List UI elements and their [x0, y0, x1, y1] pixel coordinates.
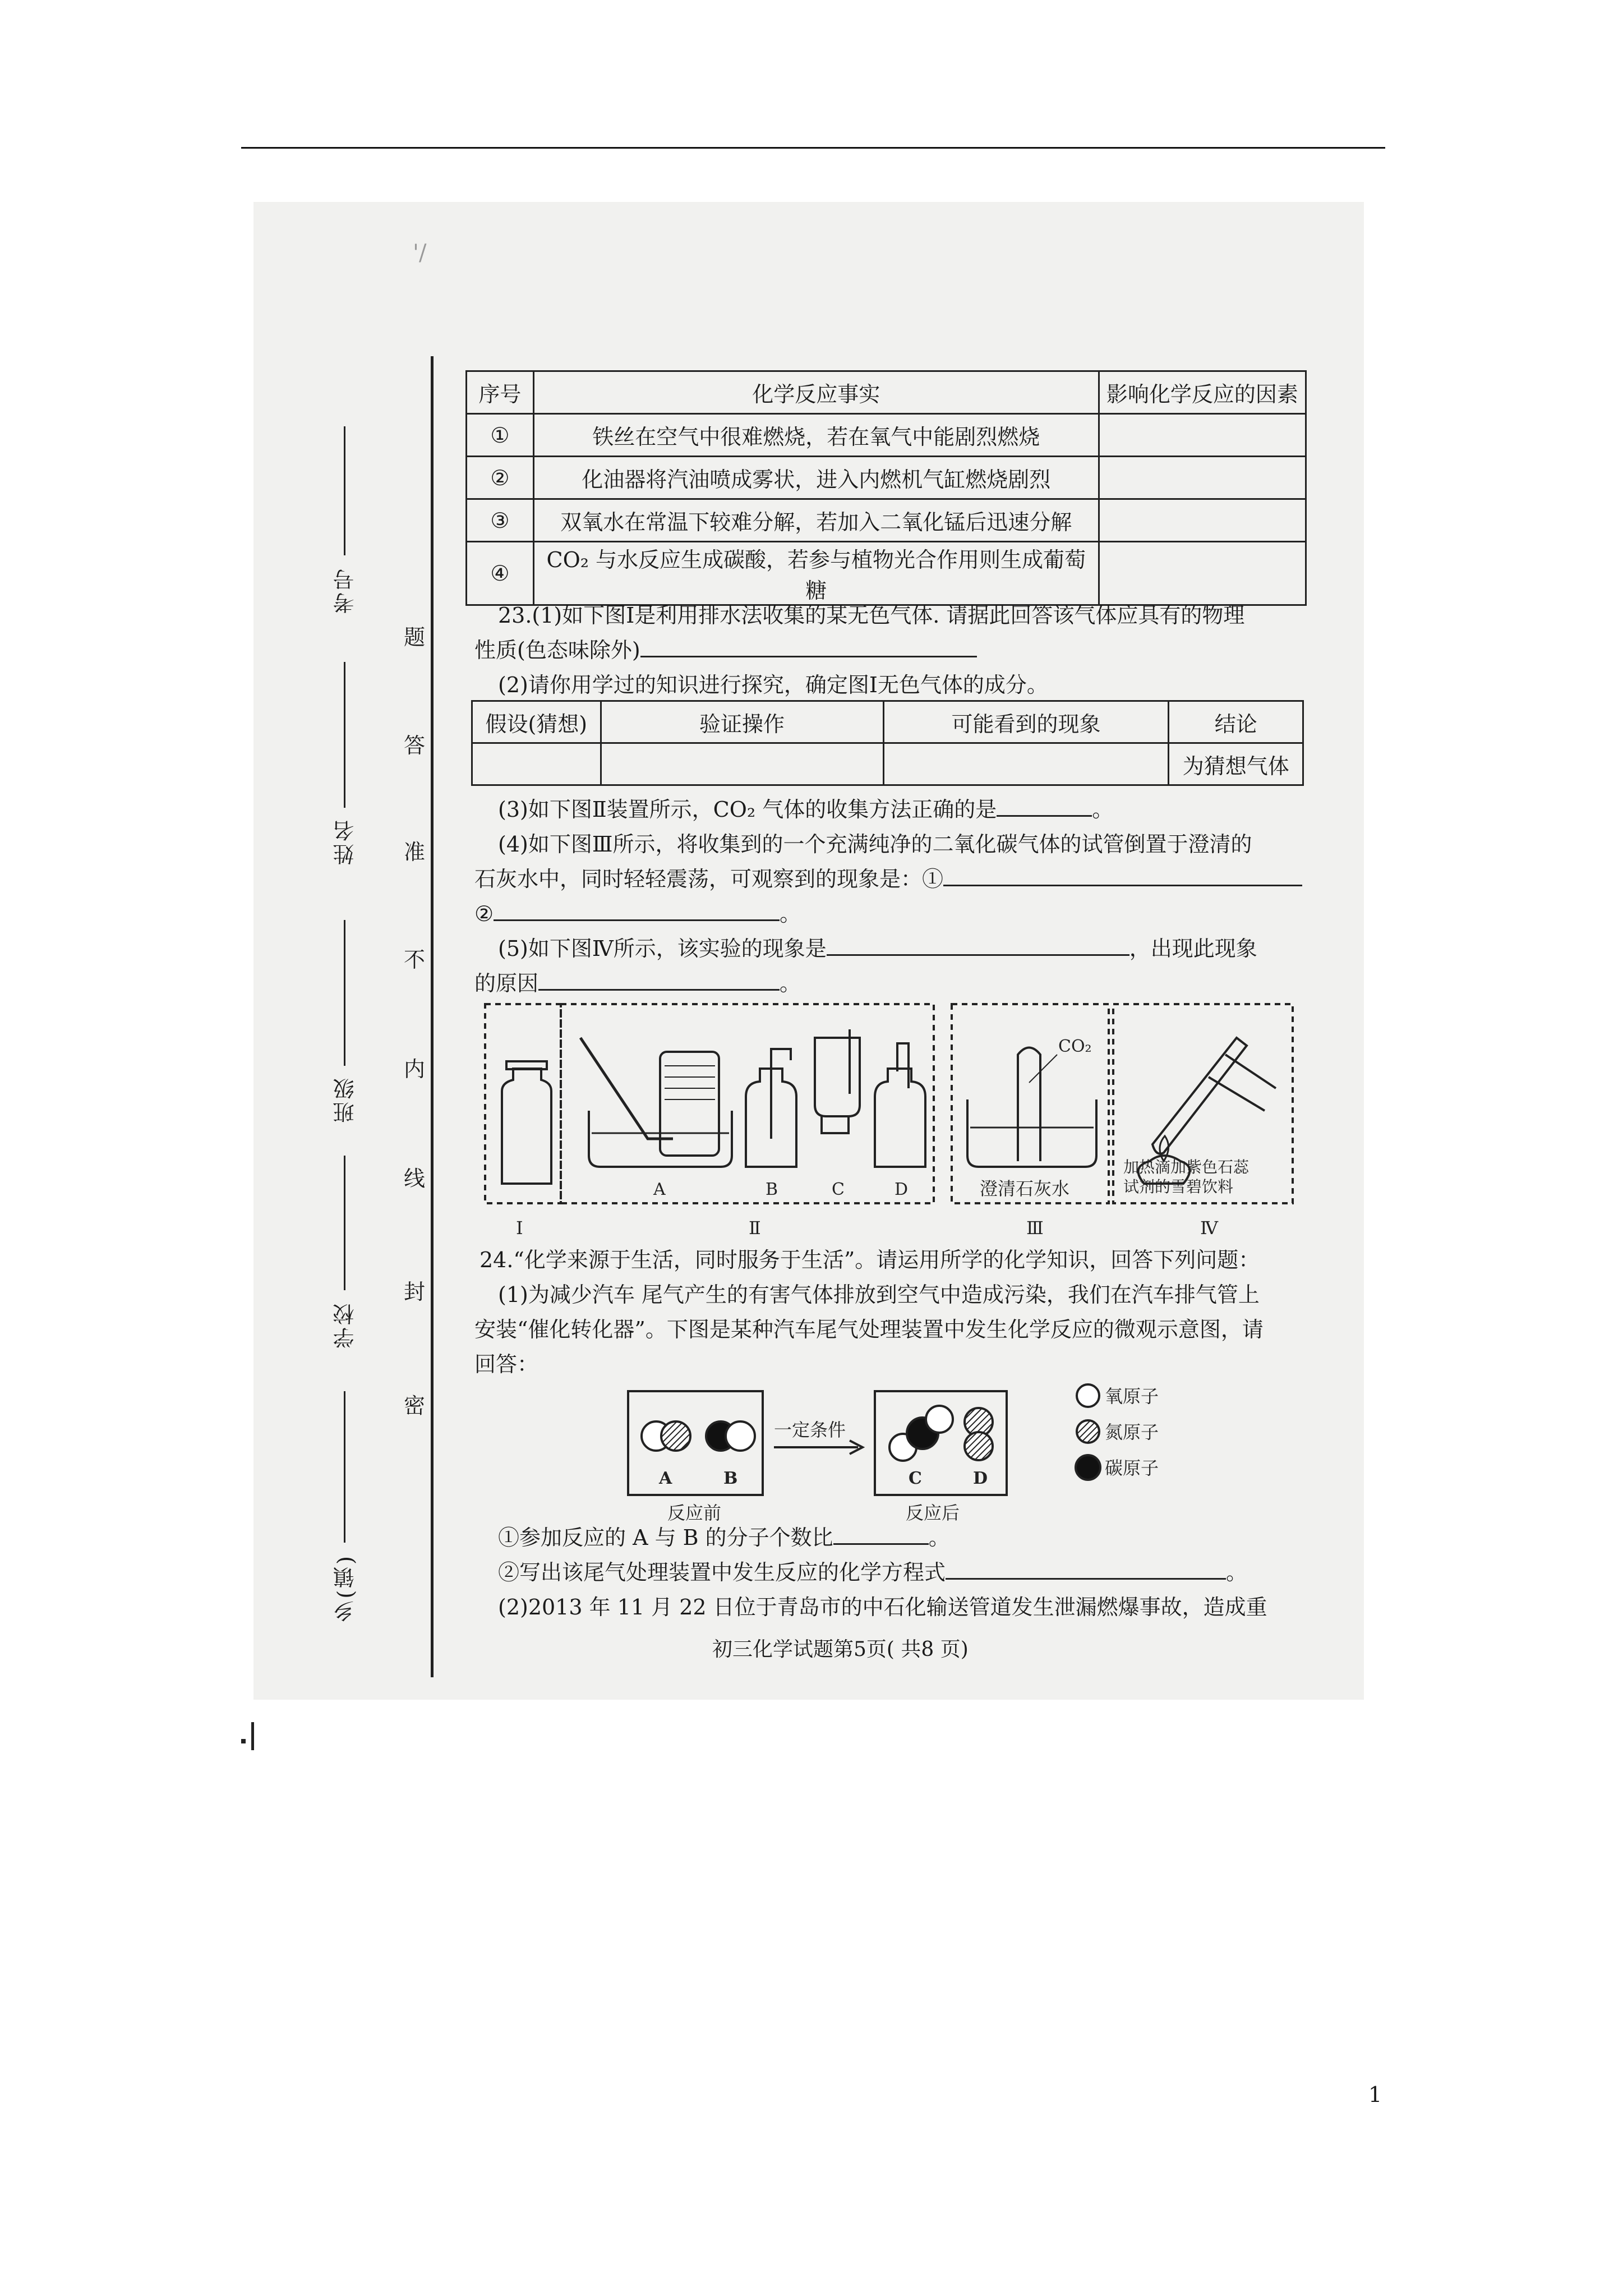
- factor-answer-cell[interactable]: [1099, 457, 1306, 499]
- reaction-fact: 双氧水在常温下较难分解，若加入二氧化锰后迅速分解: [533, 499, 1099, 542]
- factor-answer-cell[interactable]: [1099, 542, 1306, 605]
- molecule-label: A: [659, 1469, 672, 1488]
- row-number: ④: [467, 542, 534, 605]
- q23-part4-mark: ②: [474, 901, 494, 926]
- co2-pointer: [1029, 1055, 1057, 1083]
- before-label: 反应前: [667, 1502, 722, 1524]
- figure-roman: Ⅱ: [749, 1217, 761, 1239]
- factor-answer-cell[interactable]: [1099, 499, 1306, 542]
- school-label: 学校: [333, 1301, 358, 1349]
- q23-part3-end: 。: [1092, 797, 1114, 822]
- answer-blank[interactable]: [833, 1521, 929, 1545]
- q23-part4-text: 石灰水中，同时轻轻震荡，可观察到的现象是：①: [474, 867, 944, 891]
- hypothesis-table: [471, 700, 1304, 786]
- answer-blank[interactable]: [827, 932, 1129, 956]
- q24-sub1-end: 。: [928, 1525, 950, 1550]
- reaction-fact: 化油器将汽油喷成雾状，进入内燃机气缸燃烧剧烈: [533, 457, 1099, 499]
- school-blank: [344, 1156, 345, 1290]
- bottle-d: [875, 1069, 925, 1167]
- q23-part5-line2: [474, 966, 801, 1001]
- figure-roman: Ⅳ: [1200, 1217, 1218, 1239]
- q24-intro: 24.“化学来源于生活，同时服务于生活”。请运用所学的化学知识，回答下列问题：: [479, 1248, 1260, 1272]
- page-footer: 初三化学试题第5页( 共8 页): [712, 1638, 969, 1661]
- frame-ii: [561, 1004, 934, 1203]
- bottle-water: [665, 1066, 715, 1099]
- table-header: 结论: [1169, 701, 1303, 743]
- table-header-row: [472, 701, 1303, 743]
- limewater-label: 澄清石灰水: [980, 1178, 1070, 1199]
- q24-sub2-text: ②写出该尾气处理装置中发生反应的化学方程式: [498, 1560, 946, 1585]
- table-header: 验证操作: [601, 701, 883, 743]
- tube-d: [897, 1043, 909, 1088]
- table-header: 影响化学反应的因素: [1099, 371, 1306, 414]
- figure-letter: D: [895, 1180, 909, 1199]
- q23-part5-text2: 的原因: [474, 971, 539, 996]
- q23-part1-text: 性质(色态味除外): [474, 638, 640, 662]
- seal-char: 答: [404, 733, 426, 758]
- row-number: ③: [467, 499, 534, 542]
- name-label: 姓名: [333, 818, 358, 865]
- figure-letter: B: [766, 1180, 778, 1199]
- nitrogen-atom: [661, 1421, 690, 1451]
- nitrogen-atom: [965, 1432, 993, 1460]
- seal-char: 密: [404, 1393, 426, 1418]
- table-row: [472, 743, 1303, 785]
- figure-letter: C: [832, 1180, 845, 1199]
- q24-part1-line1: (1)为减少汽车 尾气产生的有害气体排放到空气中造成污染，我们在汽车排气管上: [498, 1282, 1260, 1307]
- exam-number-blank: [344, 426, 345, 555]
- q24-sub1-text: ①参加反应的 A 与 B 的分子个数比: [498, 1525, 833, 1550]
- q23-part3: [498, 792, 1113, 827]
- table-row: [467, 414, 1306, 457]
- table-row: [467, 457, 1306, 499]
- answer-blank[interactable]: [538, 967, 780, 991]
- oxygen-atom: [726, 1421, 755, 1451]
- experiment-figure: [479, 999, 1298, 1240]
- reaction-fact: 铁丝在空气中很难燃烧，若在氧气中能剧烈燃烧: [533, 414, 1099, 457]
- binding-line: [431, 356, 434, 1677]
- test-tube-iv: [1152, 1038, 1247, 1154]
- soda-label-2: 试剂的雪碧饮料: [1123, 1177, 1234, 1196]
- top-rule: [241, 147, 1385, 149]
- molecule-label: B: [723, 1469, 738, 1488]
- q24-sub2: [498, 1555, 1247, 1590]
- reaction-factors-table: [465, 370, 1307, 606]
- q24-part1-line2: 安装“催化转化器”。下图是某种汽车尾气处理装置中发生化学反应的微观示意图，请: [474, 1317, 1264, 1342]
- tube-c: [822, 1029, 850, 1133]
- table-header: 假设(猜想): [472, 701, 601, 743]
- q23-part5-tail: ，出现此现象: [1129, 936, 1257, 961]
- micro-reaction-diagram: [623, 1380, 1329, 1526]
- legend-nitrogen: [1077, 1420, 1099, 1443]
- q24-sub2-end: 。: [1226, 1560, 1248, 1585]
- seal-char: 封: [404, 1280, 426, 1304]
- table-row: [467, 542, 1306, 605]
- seal-char: 线: [404, 1166, 426, 1191]
- seal-char: 不: [404, 947, 426, 972]
- co2-label: CO₂: [1058, 1037, 1092, 1056]
- scan-dot: [241, 1739, 246, 1743]
- q23-part1-line1: 23.(1)如下图Ⅰ是利用排水法收集的某无色气体. 请据此回答该气体应具有的物理: [498, 603, 1245, 628]
- answer-blank[interactable]: [943, 862, 1302, 886]
- township-blank: [344, 1391, 345, 1543]
- legend-label: 碳原子: [1105, 1457, 1159, 1479]
- seal-char: 内: [404, 1057, 426, 1082]
- q23-part4-end: 。: [780, 901, 801, 926]
- operation-cell[interactable]: [601, 743, 883, 785]
- bottle-c: [815, 1038, 860, 1116]
- conclusion-cell: 为猜想气体: [1169, 743, 1303, 785]
- name-blank: [344, 662, 345, 808]
- scan-mark: '/: [413, 240, 427, 266]
- soda-label-1: 加热滴加紫色石蕊: [1123, 1158, 1249, 1176]
- arrow-condition: 一定条件: [774, 1419, 846, 1441]
- class-label: 班级: [333, 1076, 358, 1123]
- factor-answer-cell[interactable]: [1099, 414, 1306, 457]
- exam-number-label: 考号: [333, 567, 358, 614]
- frame-i: [485, 1004, 561, 1203]
- answer-blank[interactable]: [494, 897, 780, 921]
- class-blank: [344, 920, 345, 1066]
- table-header: 可能看到的现象: [883, 701, 1169, 743]
- page-number: 1: [1368, 2082, 1382, 2107]
- reaction-fact: CO₂ 与水反应生成碳酸，若参与植物光合作用则生成葡萄糖: [533, 542, 1099, 605]
- scan-edge-mark: [251, 1722, 254, 1750]
- seal-char: 题: [404, 625, 426, 650]
- oxygen-atom: [926, 1406, 953, 1433]
- legend-label: 氮原子: [1105, 1421, 1159, 1443]
- figure-roman: Ⅰ: [516, 1217, 523, 1239]
- q23-part4-line1: (4)如下图Ⅲ所示，将收集到的一个充满纯净的二氧化碳气体的试管倒置于澄清的: [498, 832, 1252, 857]
- figure-letter: A: [653, 1180, 666, 1199]
- answer-blank[interactable]: [997, 793, 1092, 817]
- table-header-row: [467, 371, 1306, 414]
- legend-oxygen: [1077, 1384, 1099, 1407]
- tube-b: [771, 1049, 791, 1139]
- legend-carbon: [1076, 1455, 1100, 1480]
- answer-blank[interactable]: [640, 633, 977, 657]
- gas-bottle: [502, 1069, 551, 1184]
- answer-blank[interactable]: [946, 1556, 1226, 1580]
- q23-part4-line3: [474, 896, 801, 931]
- q24-part1-line3: 回答：: [474, 1352, 539, 1377]
- limewater-basin: [967, 1099, 1096, 1167]
- row-number: ②: [467, 457, 534, 499]
- township-label: 乡(镇): [333, 1554, 358, 1622]
- row-number: ①: [467, 414, 534, 457]
- table-header: 化学反应事实: [533, 371, 1099, 414]
- figure-roman: Ⅲ: [1026, 1217, 1044, 1239]
- hypothesis-cell[interactable]: [472, 743, 601, 785]
- q23-part1-line2: [474, 633, 977, 668]
- legend-label: 氧原子: [1105, 1386, 1159, 1407]
- table-row: [467, 499, 1306, 542]
- q23-part5-text: (5)如下图Ⅳ所示，该实验的现象是: [498, 936, 827, 961]
- q23-part5-end: 。: [780, 971, 801, 996]
- inverted-test-tube: [1018, 1048, 1040, 1162]
- after-label: 反应后: [906, 1502, 960, 1524]
- test-tube-clamp: [1209, 1055, 1276, 1111]
- seal-char: 准: [404, 840, 426, 864]
- molecule-label: D: [973, 1469, 988, 1488]
- molecule-label: C: [909, 1469, 922, 1488]
- q23-part2: (2)请你用学过的知识进行探究，确定图Ⅰ无色气体的成分。: [498, 673, 1048, 697]
- q24-sub1: [498, 1520, 950, 1555]
- q23-part3-text: (3)如下图Ⅱ装置所示，CO₂ 气体的收集方法正确的是: [498, 797, 997, 822]
- phenomenon-cell[interactable]: [883, 743, 1169, 785]
- frame-iii: [952, 1004, 1109, 1203]
- q23-part4-line2: [474, 862, 1302, 896]
- q24-part2: (2)2013 年 11 月 22 日位于青岛市的中石化输送管道发生泄漏燃爆事故，造成重: [498, 1595, 1267, 1619]
- table-header: 序号: [467, 371, 534, 414]
- q23-part5-line1: [498, 931, 1257, 966]
